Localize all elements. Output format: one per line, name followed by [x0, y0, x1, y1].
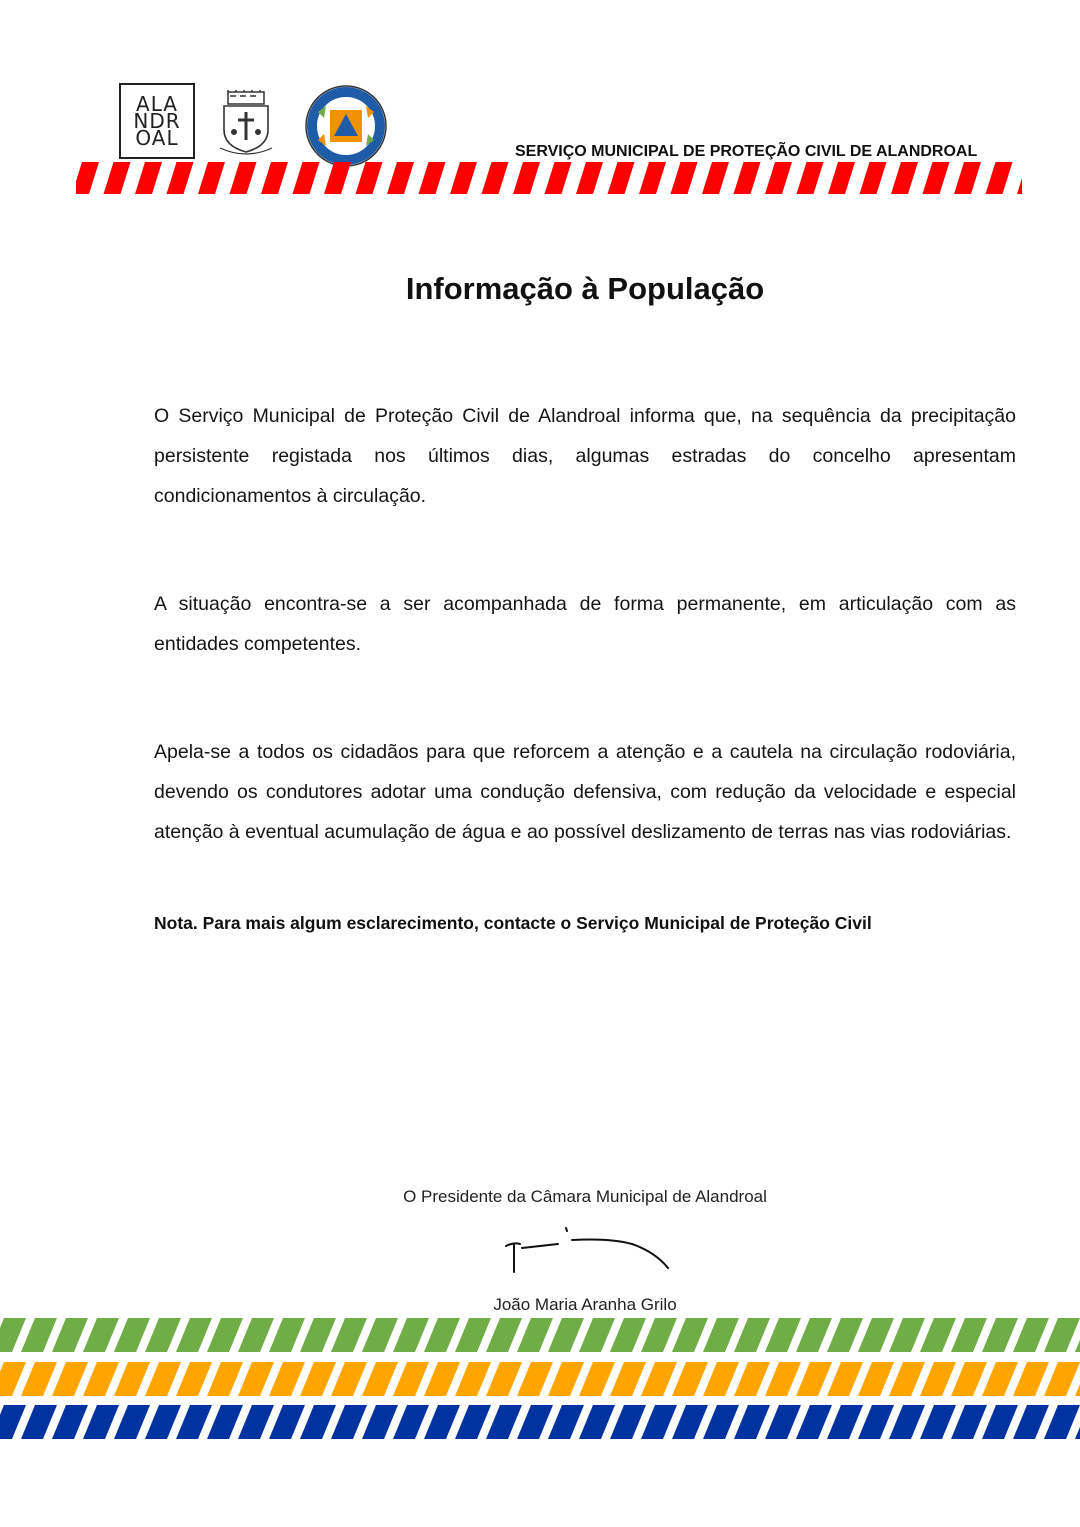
stripe-segment — [923, 162, 950, 194]
stripe-segment — [920, 1318, 956, 1352]
paragraph-monitoring: A situação encontra-se a ser acompanhada de forma permanente, em articulação com as entidades competentes. — [154, 593, 1016, 655]
stripe-segment — [331, 1318, 367, 1352]
stripe-segment — [455, 1362, 491, 1396]
stripe-segment — [104, 162, 131, 194]
stripe-segment — [891, 162, 918, 194]
stripe-segment — [393, 1362, 429, 1396]
stripe-segment — [83, 1362, 119, 1396]
stripe-segment — [548, 1405, 584, 1439]
stripe-segment — [293, 162, 320, 194]
stripe-segment — [579, 1362, 615, 1396]
stripe-segment — [734, 162, 761, 194]
stripe-segment — [362, 1318, 398, 1352]
stripe-segment — [486, 1362, 522, 1396]
stripe-segment — [828, 162, 855, 194]
stripe-segment — [135, 162, 162, 194]
stripe-segment — [230, 162, 257, 194]
stripe-segment — [796, 1318, 832, 1352]
stripe-segment — [21, 1318, 57, 1352]
stripe-segment — [920, 1362, 956, 1396]
stripe-segment — [1017, 162, 1022, 194]
logo-line: OAL — [135, 125, 179, 150]
stripe-segment — [393, 1405, 429, 1439]
stripe-segment — [114, 1362, 150, 1396]
contact-note: Nota. Para mais algum esclarecimento, contacte o Serviço Municipal de Proteção Civil — [154, 913, 872, 933]
stripe-segment — [951, 1318, 987, 1352]
stripe-segment — [858, 1362, 894, 1396]
stripe-segment — [450, 162, 477, 194]
header-title: SERVIÇO MUNICIPAL DE PROTEÇÃO CIVIL DE ALANDROAL — [515, 143, 978, 160]
stripe-segment — [954, 162, 981, 194]
stripe-segment — [393, 1318, 429, 1352]
stripe-segment — [1044, 1405, 1080, 1439]
stripe-segment — [517, 1318, 553, 1352]
stripe-segment — [238, 1318, 274, 1352]
stripe-segment — [545, 162, 572, 194]
stripe-segment — [639, 162, 666, 194]
stripe-segment — [889, 1362, 925, 1396]
stripe-segment — [672, 1405, 708, 1439]
paragraph-road-conditions: O Serviço Municipal de Proteção Civil de Alandroal informa que, na sequência da precipitação persistente registada nos últimos dias, algumas estradas do concelho apresentam condicionamentos à circulação. — [154, 405, 1016, 507]
stripe-segment — [207, 1362, 243, 1396]
signatory-name: João Maria Aranha Grilo — [493, 1295, 677, 1314]
stripe-segment — [703, 1405, 739, 1439]
stripe-segment — [387, 162, 414, 194]
stripe-segment — [703, 1318, 739, 1352]
stripe-segment — [671, 162, 698, 194]
stripe-segment — [548, 1318, 584, 1352]
stripe-segment — [331, 1362, 367, 1396]
stripe-segment — [176, 1405, 212, 1439]
stripe-segment — [982, 1405, 1018, 1439]
stripe-segment — [858, 1405, 894, 1439]
stripe-segment — [797, 162, 824, 194]
stripe-segment — [1013, 1362, 1049, 1396]
stripe-segment — [1044, 1318, 1080, 1352]
stripe-segment — [982, 1318, 1018, 1352]
stripe-segment — [424, 1362, 460, 1396]
stripe-segment — [860, 162, 887, 194]
stripe-segment — [176, 1318, 212, 1352]
stripe-segment — [424, 1405, 460, 1439]
stripe-segment — [52, 1405, 88, 1439]
stripe-segment — [324, 162, 351, 194]
stripe-segment — [114, 1318, 150, 1352]
stripe-segment — [238, 1362, 274, 1396]
stripe-segment — [52, 1318, 88, 1352]
stripe-segment — [176, 1362, 212, 1396]
stripe-segment — [331, 1405, 367, 1439]
stripe-segment — [672, 1318, 708, 1352]
stripe-segment — [702, 162, 729, 194]
green-stripe-band — [0, 1318, 1080, 1352]
alandroal-logo — [119, 83, 195, 159]
stripe-segment — [889, 1405, 925, 1439]
coat-of-arms-icon — [216, 90, 276, 156]
stripe-segment — [734, 1405, 770, 1439]
stripe-segment — [734, 1362, 770, 1396]
document-title: Informação à População — [405, 271, 765, 306]
stripe-segment — [579, 1405, 615, 1439]
stripe-segment — [610, 1362, 646, 1396]
stripe-segment — [207, 1318, 243, 1352]
stripe-segment — [858, 1318, 894, 1352]
stripe-segment — [300, 1318, 336, 1352]
stripe-segment — [455, 1318, 491, 1352]
stripe-segment — [419, 162, 446, 194]
stripe-segment — [986, 162, 1013, 194]
stripe-segment — [1013, 1318, 1049, 1352]
stripe-segment — [269, 1318, 305, 1352]
stripe-segment — [513, 162, 540, 194]
stripe-segment — [21, 1405, 57, 1439]
stripe-segment — [608, 162, 635, 194]
stripe-segment — [672, 1362, 708, 1396]
stripe-segment — [0, 1318, 26, 1352]
orange-stripe-band — [0, 1362, 1080, 1396]
stripe-segment — [641, 1318, 677, 1352]
stripe-segment — [827, 1362, 863, 1396]
civil-protection-logo-icon — [304, 84, 388, 168]
paragraph-appeal: Apela-se a todos os cidadãos para que reforcem a atenção e a cautela na circulação rodoviária, devendo os condutores adotar uma condução defensiva, com redução da velocidade e especial atenção à eventual acumulação de água e ao possível deslizamento de terras nas vias rodoviárias. — [154, 741, 1016, 843]
stripe-segment — [300, 1362, 336, 1396]
stripe-segment — [951, 1405, 987, 1439]
stripe-segment — [765, 1318, 801, 1352]
stripe-segment — [517, 1405, 553, 1439]
stripe-segment — [951, 1362, 987, 1396]
stripe-segment — [145, 1362, 181, 1396]
red-stripe-band — [76, 162, 1022, 194]
stripe-segment — [703, 1362, 739, 1396]
stripe-segment — [610, 1318, 646, 1352]
logo-line: NDR — [133, 108, 181, 133]
handwritten-signature — [500, 1222, 675, 1277]
stripe-segment — [576, 162, 603, 194]
stripe-segment — [114, 1405, 150, 1439]
stripe-segment — [827, 1318, 863, 1352]
stripe-segment — [610, 1405, 646, 1439]
stripe-segment — [1044, 1362, 1080, 1396]
stripe-segment — [796, 1405, 832, 1439]
stripe-segment — [827, 1405, 863, 1439]
stripe-segment — [982, 1362, 1018, 1396]
stripe-segment — [424, 1318, 460, 1352]
stripe-segment — [482, 162, 509, 194]
stripe-segment — [455, 1405, 491, 1439]
blue-stripe-band — [0, 1405, 1080, 1439]
stripe-segment — [269, 1405, 305, 1439]
stripe-segment — [238, 1405, 274, 1439]
stripe-segment — [486, 1405, 522, 1439]
stripe-segment — [734, 1318, 770, 1352]
stripe-segment — [486, 1318, 522, 1352]
stripe-segment — [167, 162, 194, 194]
stripe-segment — [889, 1318, 925, 1352]
stripe-segment — [207, 1405, 243, 1439]
stripe-segment — [0, 1405, 26, 1439]
stripe-segment — [641, 1362, 677, 1396]
stripe-segment — [765, 162, 792, 194]
stripe-segment — [517, 1362, 553, 1396]
stripe-segment — [83, 1318, 119, 1352]
stripe-segment — [52, 1362, 88, 1396]
signatory-role: O Presidente da Câmara Municipal de Alandroal — [403, 1187, 767, 1206]
stripe-segment — [145, 1318, 181, 1352]
stripe-segment — [765, 1405, 801, 1439]
stripe-segment — [83, 1405, 119, 1439]
stripe-segment — [261, 162, 288, 194]
stripe-segment — [76, 162, 99, 194]
stripe-segment — [198, 162, 225, 194]
stripe-segment — [362, 1405, 398, 1439]
stripe-segment — [21, 1362, 57, 1396]
stripe-segment — [362, 1362, 398, 1396]
stripe-segment — [920, 1405, 956, 1439]
stripe-segment — [548, 1362, 584, 1396]
stripe-segment — [356, 162, 383, 194]
stripe-segment — [145, 1405, 181, 1439]
stripe-segment — [300, 1405, 336, 1439]
stripe-segment — [0, 1362, 26, 1396]
stripe-segment — [269, 1362, 305, 1396]
stripe-segment — [641, 1405, 677, 1439]
logo-line: ALA — [136, 91, 178, 116]
stripe-segment — [579, 1318, 615, 1352]
stripe-segment — [765, 1362, 801, 1396]
stripe-segment — [796, 1362, 832, 1396]
stripe-segment — [1013, 1405, 1049, 1439]
